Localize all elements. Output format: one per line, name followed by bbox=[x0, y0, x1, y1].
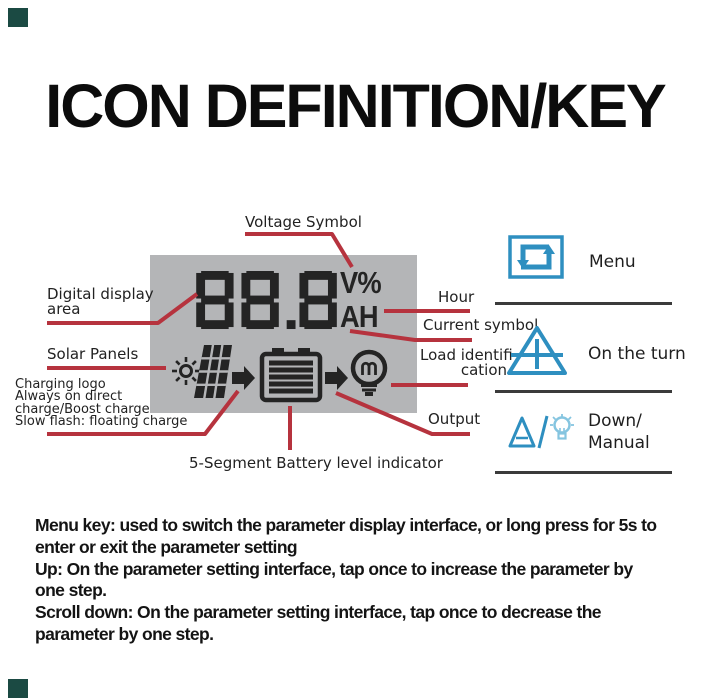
output-label: Output bbox=[428, 410, 481, 428]
hour-label: Hour bbox=[438, 288, 475, 306]
key-divider bbox=[495, 302, 672, 305]
lcd-panel bbox=[150, 255, 417, 413]
lcd-icon-row bbox=[158, 341, 398, 403]
battery-icon bbox=[262, 348, 320, 400]
page-title: ICON DEFINITION/KEY bbox=[45, 72, 665, 140]
current-symbol-label: Current symbol bbox=[423, 316, 539, 334]
menu-loop-icon bbox=[507, 234, 565, 280]
key-divider bbox=[495, 471, 672, 474]
instructions-text bbox=[35, 515, 705, 646]
lcd-units bbox=[340, 266, 381, 334]
digital-display-label: Digital display area bbox=[47, 285, 154, 318]
solar-panels-label: Solar Panels bbox=[47, 345, 139, 363]
down-manual-label: Down/ Manual bbox=[588, 411, 650, 453]
solar-panel-icon bbox=[194, 343, 232, 400]
triangle-plus-icon bbox=[503, 325, 571, 377]
voltage-symbol: V% bbox=[340, 265, 381, 300]
small-bulb-icon bbox=[550, 414, 574, 439]
corner-marker-top bbox=[8, 8, 28, 27]
battery-indicator-label: 5-Segment Battery level indicator bbox=[189, 454, 443, 472]
load-identification-label: Load identifi cation bbox=[420, 346, 513, 379]
instruction-line: enter or exit the parameter setting bbox=[35, 536, 297, 557]
instruction-line: Up: On the parameter setting interface, tap once to increase the parameter by bbox=[35, 558, 633, 579]
menu-label: Menu bbox=[589, 252, 636, 272]
instruction-line: parameter by one step. bbox=[35, 623, 214, 644]
triangle-slash-bulb-icon bbox=[505, 412, 579, 454]
instruction-line: Scroll down: On the parameter setting interface, tap once to decrease the bbox=[35, 602, 601, 623]
instruction-line: Menu key: used to switch the parameter display interface, or long press for 5s to bbox=[35, 515, 657, 535]
up-label: On the turn bbox=[588, 344, 686, 364]
right-arrow-icon bbox=[232, 366, 255, 390]
charging-logo-label: Charging logo Always on direct charge/Boost charge Slow flash: floating charge bbox=[15, 377, 188, 429]
corner-marker-bottom bbox=[8, 679, 28, 698]
lcd-digits bbox=[196, 271, 339, 330]
voltage-symbol-label: Voltage Symbol bbox=[245, 213, 362, 231]
current-symbol: AH bbox=[340, 299, 378, 334]
bulb-icon bbox=[353, 352, 385, 396]
right-arrow-icon bbox=[325, 366, 348, 390]
instruction-line: one step. bbox=[35, 580, 107, 601]
key-divider bbox=[495, 390, 672, 393]
